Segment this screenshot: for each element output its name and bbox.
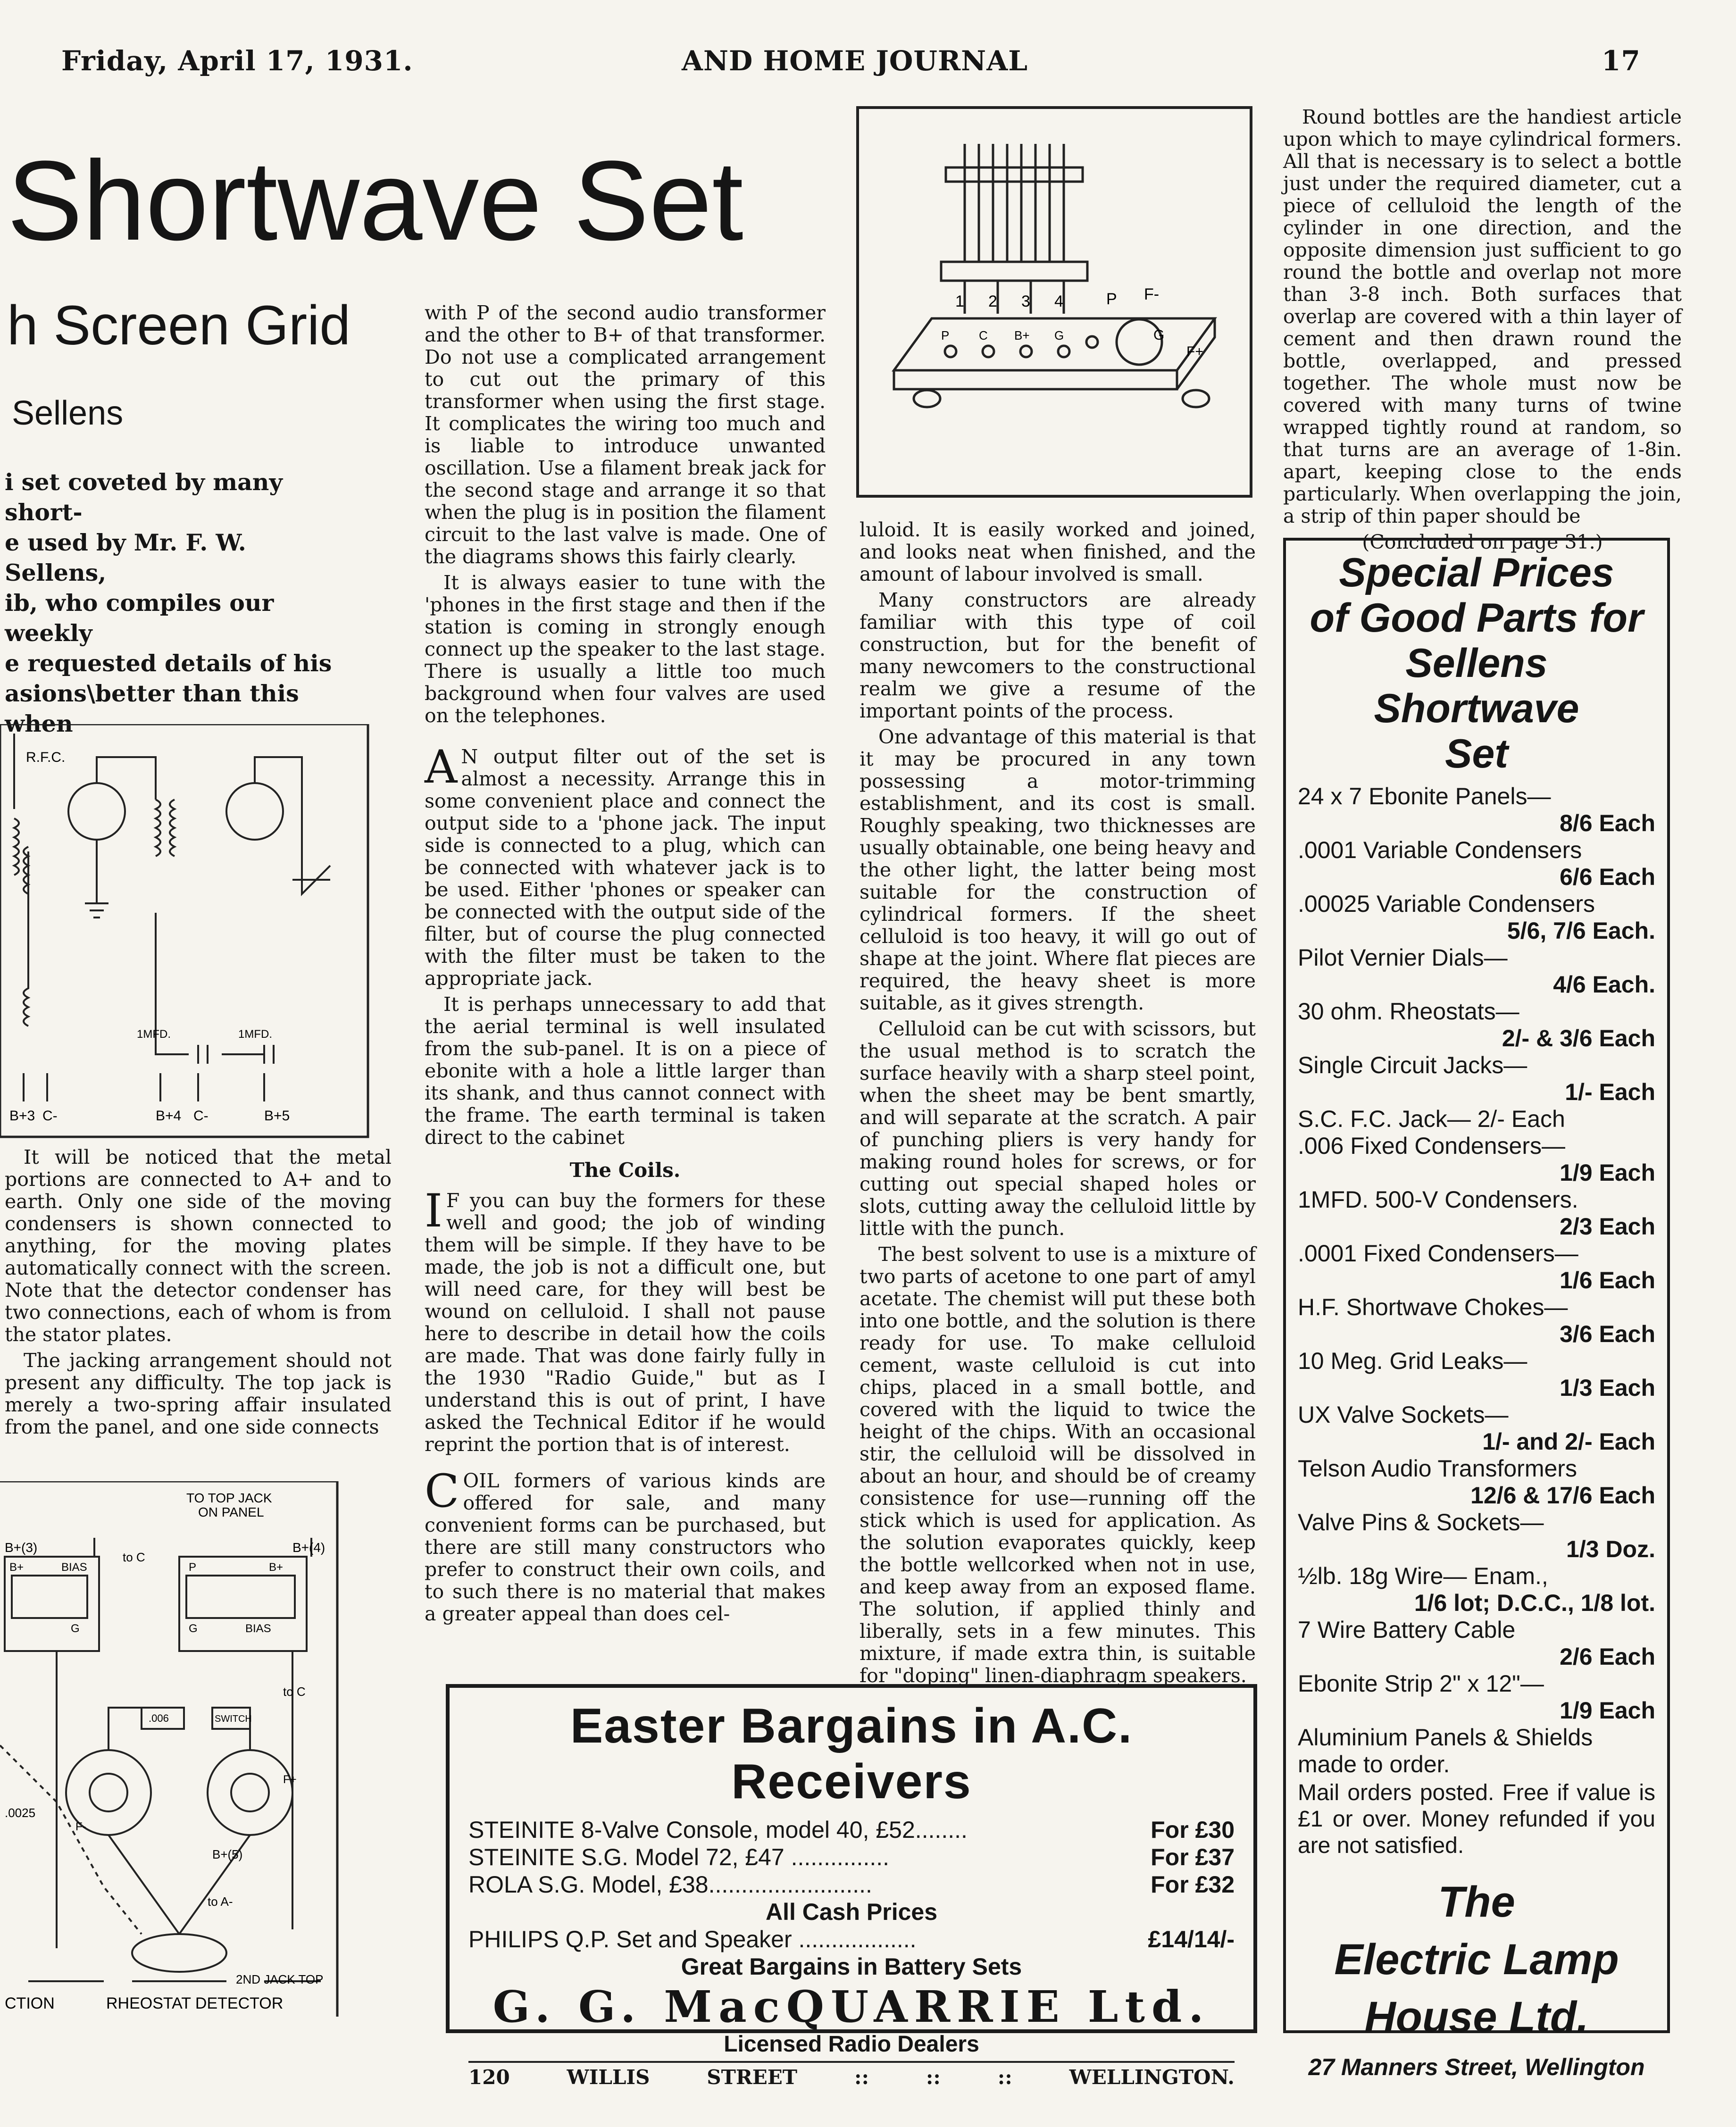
coil-label: G (1153, 327, 1165, 343)
price-item-price: 4/6 Each. (1553, 971, 1655, 998)
coil-label: 1 (955, 292, 964, 310)
circuit-label: C- (193, 1108, 209, 1124)
wiring-label: ON PANEL (198, 1505, 264, 1519)
coil-label: 2 (988, 292, 997, 310)
price-line-item: STEINITE S.G. Model 72, £47 ............... (468, 1844, 889, 1870)
price-item-name: 24 x 7 Ebonite Panels— (1298, 783, 1551, 809)
price-item-price: 1/9 Each (1560, 1159, 1655, 1186)
wiring-label: B+(4) (292, 1540, 326, 1555)
address-part: STREET (707, 2066, 798, 2089)
ad-heading (1298, 550, 1655, 776)
wiring-label: .0025 (5, 1806, 36, 1820)
wiring-label: G (71, 1622, 80, 1635)
wiring-label: RHEOSTAT DETECTOR (106, 1994, 284, 2012)
article-title: Shortwave Set (7, 137, 743, 264)
article-column-2 (425, 302, 826, 1629)
circuit-label: B+5 (264, 1108, 290, 1124)
coil-label: 3 (1021, 292, 1030, 310)
intro-line: i set coveted by many short- (5, 468, 283, 526)
coil-illustration (856, 106, 1252, 498)
paragraph-text: N output filter out of the set is almost a necessity. Arrange this in some convenient place and connect the output side to a 'phone jack. The input side is connected to a plug, which can be connected with whatever jack is to be used. Either 'phones or speaker can be connected with the output side of the filter, but of course the plug connected with the filter must be taken to the appropriate jack. (425, 745, 826, 990)
price-item-name: .006 Fixed Condensers— (1298, 1133, 1565, 1159)
wiring-label: P (189, 1561, 197, 1574)
price-item-price: 2/6 Each (1560, 1643, 1655, 1670)
drop-cap: C (425, 1465, 459, 1518)
circuit-diagram (0, 724, 370, 1139)
paragraph: The jacking arrangement should not present any difficulty. The top jack is merely a two-spring affair insulated from the panel, and one side connects (5, 1349, 392, 1438)
ad-company-line: Electric Lamp (1334, 1935, 1619, 1984)
section-heading: The Coils. (569, 1159, 681, 1182)
ad-tagline: Licensed Radio Dealers (724, 2032, 979, 2057)
address-part: :: (854, 2066, 869, 2089)
drop-cap: A (425, 741, 458, 793)
price-item-price: 3/6 Each (1560, 1321, 1655, 1347)
circuit-label: C- (42, 1108, 58, 1124)
price-item-price: 1/3 Doz. (1566, 1536, 1655, 1562)
price-item-price: 6/6 Each (1560, 864, 1655, 890)
ad-company-line: The (1438, 1878, 1515, 1926)
circuit-label: B+3 (9, 1108, 35, 1124)
address-part: WELLINGTON. (1069, 2066, 1235, 2089)
price-item-price: 2/- & 3/6 Each (1502, 1025, 1655, 1051)
paragraph: The best solvent to use is a mixture of two parts of acetone to one part of amyl acetate. The chemist will put these both into one bottle, and the solution is there ready for use. To make celluloid cement, waste celluloid is cut into chips, placed in a small bottle, and covered with the liquid to twice the height of the chips. With an occasional stir, the celluloid will be dissolved in about an hour, and should be of creamy consistence for use—running off the stick which is used for application. As the solution evaporates quickly, keep the bottle wellcorked when not in use, and keep away from an exposed flame. The solution, if applied thinly and liberally, sets in a few minutes. This mixture, if made extra thin, is suitable for "doping" linen-diaphragm speakers. (860, 1243, 1256, 1687)
coil-label: C (979, 328, 988, 342)
wiring-label: TO TOP JACK (186, 1491, 272, 1505)
paragraph-text: F you can buy the formers for these well and good; the job of winding them will be simple. If they have to be made, the job is not a difficult one, but will need care, for they will best be wound on celluloid. I shall not pause here to describe in detail how the coils are made. That was done fairly fully in the 1930 "Radio Guide," but as I understand this is out of print, I have asked the Technical Editor if he would reprint the portion that is of interest. (425, 1189, 826, 1456)
ad-heading-line: Special Prices (1339, 550, 1614, 595)
price-item-price: 12/6 & 17/6 Each (1470, 1482, 1655, 1509)
price-item-price: 5/6, 7/6 Each. (1507, 918, 1655, 944)
ad-company (1298, 1873, 1655, 2046)
wiring-label: to A- (208, 1894, 233, 1909)
price-item-price: 1/3 Each (1560, 1375, 1655, 1401)
price-item-name: UX Valve Sockets— (1298, 1401, 1509, 1428)
price-item-name: 1MFD. 500-V Condensers. (1298, 1186, 1578, 1213)
wiring-label: B+ (9, 1561, 24, 1574)
wiring-label: B+ (269, 1561, 284, 1574)
intro-line: e requested details of his (5, 650, 332, 677)
continued-note: (Concluded on page 31.) (1362, 531, 1603, 553)
price-line-price: £14/14/- (1148, 1926, 1235, 1952)
circuit-label: B+4 (156, 1108, 182, 1124)
paragraph: Celluloid can be cut with scissors, but the usual method is to scratch the surface heavily with a sharp steel point, when the sheet may be bent smartly, and will separate at the scratch. A pair of punching pliers is very handy for making round holes for screws, or for cutting out special shaped holes or slots, cutting away the celluloid little by little with the punch. (860, 1018, 1256, 1240)
price-line (468, 1926, 1235, 1953)
price-item-name: Single Circuit Jacks— (1298, 1052, 1527, 1078)
price-line-price: For £37 (1151, 1844, 1235, 1870)
price-item-name: 10 Meg. Grid Leaks— (1298, 1348, 1527, 1374)
wiring-label: SWITCH (215, 1714, 252, 1724)
ad-macquarrie (446, 1684, 1257, 2089)
circuit-label: 1MFD. (137, 1028, 171, 1041)
price-item-name: S.C. F.C. Jack— 2/- Each (1298, 1106, 1565, 1132)
ad-electric-lamp-house (1283, 538, 1670, 2080)
price-item-price: 1/- and 2/- Each (1482, 1428, 1655, 1455)
price-item-name: Aluminium Panels & Shields made to order. (1298, 1724, 1593, 1777)
article-byline: Sellens (12, 394, 124, 432)
paragraph: It will be noticed that the metal portions are connected to A+ and to earth. Only one side of the moving condensers is shown connected to anything, for the moving plates automatically connect with the screen. Note that the detector condenser has two connections, each of whom is from the stator plates. (5, 1146, 392, 1346)
price-line-price: For £32 (1151, 1871, 1235, 1898)
wiring-label: to C (283, 1685, 306, 1699)
paragraph: with P of the second audio transformer and the other to B+ of that transformer. Do not use a complicated arrangement to cut out the primary of this transformer when using the first stage. It complicates the wiring too much and is liable to introduce unwanted oscillation. Use a filament break jack for the second stage and arrange it so that when the plug is in position the filament circuit to the last valve is made. One of the diagrams shows this fairly clearly. (425, 301, 826, 568)
address-part: :: (926, 2066, 941, 2089)
price-list (1298, 783, 1655, 1778)
intro-line: asions\better than this when (5, 680, 299, 737)
intro-line: ib, who compiles our weekly (5, 589, 274, 647)
ad-heading-line: of Good Parts for (1310, 595, 1644, 641)
drop-cap: I (425, 1184, 442, 1237)
price-line-item: PHILIPS Q.P. Set and Speaker .................. (468, 1926, 917, 1952)
wiring-label: .006 (149, 1712, 169, 1724)
price-line (468, 1843, 1235, 1871)
wiring-label: CTION (5, 1994, 55, 2012)
wiring-diagram (0, 1481, 340, 2019)
article-column-1 (5, 1146, 392, 1442)
ad-company: G. G. MacQUARRIE Ltd. (492, 1981, 1210, 2032)
price-line-item: STEINITE 8-Valve Console, model 40, £52........ (468, 1817, 968, 1843)
page-number: 17 (1602, 45, 1641, 77)
price-item-name: Ebonite Strip 2" x 12"— (1298, 1670, 1544, 1697)
ad-address (468, 2061, 1235, 2089)
circuit-label: 1MFD. (238, 1028, 272, 1041)
header-paper-name: AND HOME JOURNAL (682, 45, 1028, 77)
price-item-name: ½lb. 18g Wire— Enam., (1298, 1563, 1548, 1589)
price-item-price: 1/6 Each (1560, 1267, 1655, 1293)
battery-note: Great Bargains in Battery Sets (681, 1953, 1022, 1980)
price-item-name: H.F. Shortwave Chokes— (1298, 1294, 1568, 1320)
article-intro (5, 467, 349, 739)
mail-note: Mail orders posted. Free if value is £1 or over. Money refunded if you are not satisfied. (1298, 1780, 1655, 1858)
price-item-name: 7 Wire Battery Cable (1298, 1617, 1516, 1643)
coil-label: P (1106, 290, 1117, 308)
cash-note: All Cash Prices (765, 1899, 938, 1925)
wiring-label: BIAS (245, 1622, 271, 1635)
price-item-price: 1/9 Each (1560, 1697, 1655, 1724)
ad-heading-line: Set (1445, 731, 1508, 776)
paragraph-with-drop-cap (425, 1184, 826, 1456)
address-part: 120 (468, 2066, 510, 2089)
wiring-label: B+(5) (212, 1847, 243, 1861)
paragraph: Many constructors are already familiar with this type of coil construction, but for the benefit of many newcomers to the constructional realm we give a resume of the important points of the process. (860, 589, 1256, 722)
paragraph: It is always easier to tune with the 'phones in the first stage and then if the station is coming in strongly enough connect up the speaker to the last stage. There is usually a little too much background when four valves are used on the telephones. (425, 571, 826, 727)
wiring-label: 2ND JACK TOP (236, 1972, 324, 1986)
price-item-price: 1/- Each (1565, 1079, 1655, 1105)
price-item-name: .00025 Variable Condensers (1298, 891, 1595, 917)
price-item-price: 1/6 lot; D.C.C., 1/8 lot. (1414, 1590, 1655, 1616)
paragraph-with-drop-cap (425, 741, 826, 990)
ad-heading-line: Sellens Shortwave (1374, 641, 1579, 731)
price-item-name: Pilot Vernier Dials— (1298, 944, 1508, 971)
price-line (468, 1871, 1235, 1898)
circuit-label: R.F.C. (26, 750, 66, 765)
paragraph: Round bottles are the handiest article upon which to maye cylindrical formers. All that is necessary is to select a bottle just under the required diameter, cut a piece of celluloid the length of the cylinder in one direction, and the opposite dimension just sufficient to go round the bottle and overlap not more than 3-8 inch. Both surfaces that overlap are covered with a thin layer of cement and then drawn round the bottle, overlapped, and pressed together. The whole must now be covered with many turns of twine wrapped tightly round at random, so that turns are an average of 1-8in. apart, keeping close to the ends particularly. When overlapping the join, a strip of thin paper should be (1283, 106, 1682, 527)
coil-label: B+ (1014, 328, 1030, 342)
article-column-4 (1283, 106, 1682, 553)
coil-label: P (941, 328, 950, 342)
paragraph: It is perhaps unnecessary to add that the aerial terminal is well insulated from the sub-panel. It is on a piece of ebonite with a hole a little larger than its shank, and thus cannot connect with the frame. The earth terminal is taken direct to the cabinet (425, 993, 826, 1149)
wiring-label: F+ (283, 1773, 297, 1786)
article-column-3 (860, 519, 1256, 1691)
price-item-name: .0001 Variable Condensers (1298, 837, 1582, 863)
ad-company-line: House Ltd. (1364, 1993, 1589, 2041)
coil-label: G (1054, 328, 1064, 342)
header-date: Friday, April 17, 1931. (61, 45, 413, 77)
paragraph-text: OIL formers of various kinds are offered for sale, and many convenient forms can be purchased, but there are still many constructors who prefer to construct their own coils, and to such there is no material that makes a greater appeal than does cel- (425, 1469, 826, 1625)
price-item-price: 8/6 Each (1560, 810, 1655, 836)
address-part: WILLIS (567, 2066, 650, 2089)
paragraph: One advantage of this material is that it may be procured in any town possessing a motor-trimming establishment, and its cost is small. Roughly speaking, two thicknesses are usually obtainable, one being heavy and the other light, the latter being most suitable for the construction of cylindrical formers. If the sheet celluloid is too heavy, it will go out of shape at the joint. Where flat pieces are required, the heavy sheet is more suitable, as it gives strength. (860, 726, 1256, 1014)
coil-label: F+ (1186, 344, 1203, 359)
price-line (468, 1816, 1235, 1843)
paragraph-with-drop-cap (425, 1465, 826, 1625)
coil-label: 4 (1054, 292, 1063, 310)
price-line-price: For £30 (1151, 1817, 1235, 1843)
wiring-label: to C (123, 1550, 145, 1564)
ad-body (468, 1816, 1235, 1980)
price-line-item: ROLA S.G. Model, £38......................... (468, 1871, 872, 1898)
price-item-price: 2/3 Each (1560, 1213, 1655, 1240)
wiring-label: F- (75, 1820, 86, 1833)
price-item-name: Telson Audio Transformers (1298, 1455, 1577, 1482)
price-item-name: Valve Pins & Sockets— (1298, 1509, 1544, 1535)
article-subtitle: h Screen Grid (7, 294, 351, 357)
ad-address: 27 Manners Street, Wellington (1308, 2054, 1645, 2080)
paragraph: luloid. It is easily worked and joined, and looks neat when finished, and the amount of labour involved is small. (860, 518, 1256, 585)
wiring-label: G (189, 1622, 198, 1635)
price-item-name: .0001 Fixed Condensers— (1298, 1240, 1578, 1267)
price-item-name: 30 ohm. Rheostats— (1298, 998, 1519, 1025)
wiring-label: BIAS (61, 1561, 87, 1574)
ad-heading: Easter Bargains in A.C. Receivers (570, 1699, 1133, 1809)
address-part: :: (997, 2066, 1012, 2089)
intro-line: e used by Mr. F. W. Sellens, (5, 529, 246, 586)
coil-label: F- (1144, 285, 1160, 303)
wiring-label: B+(3) (5, 1540, 38, 1555)
